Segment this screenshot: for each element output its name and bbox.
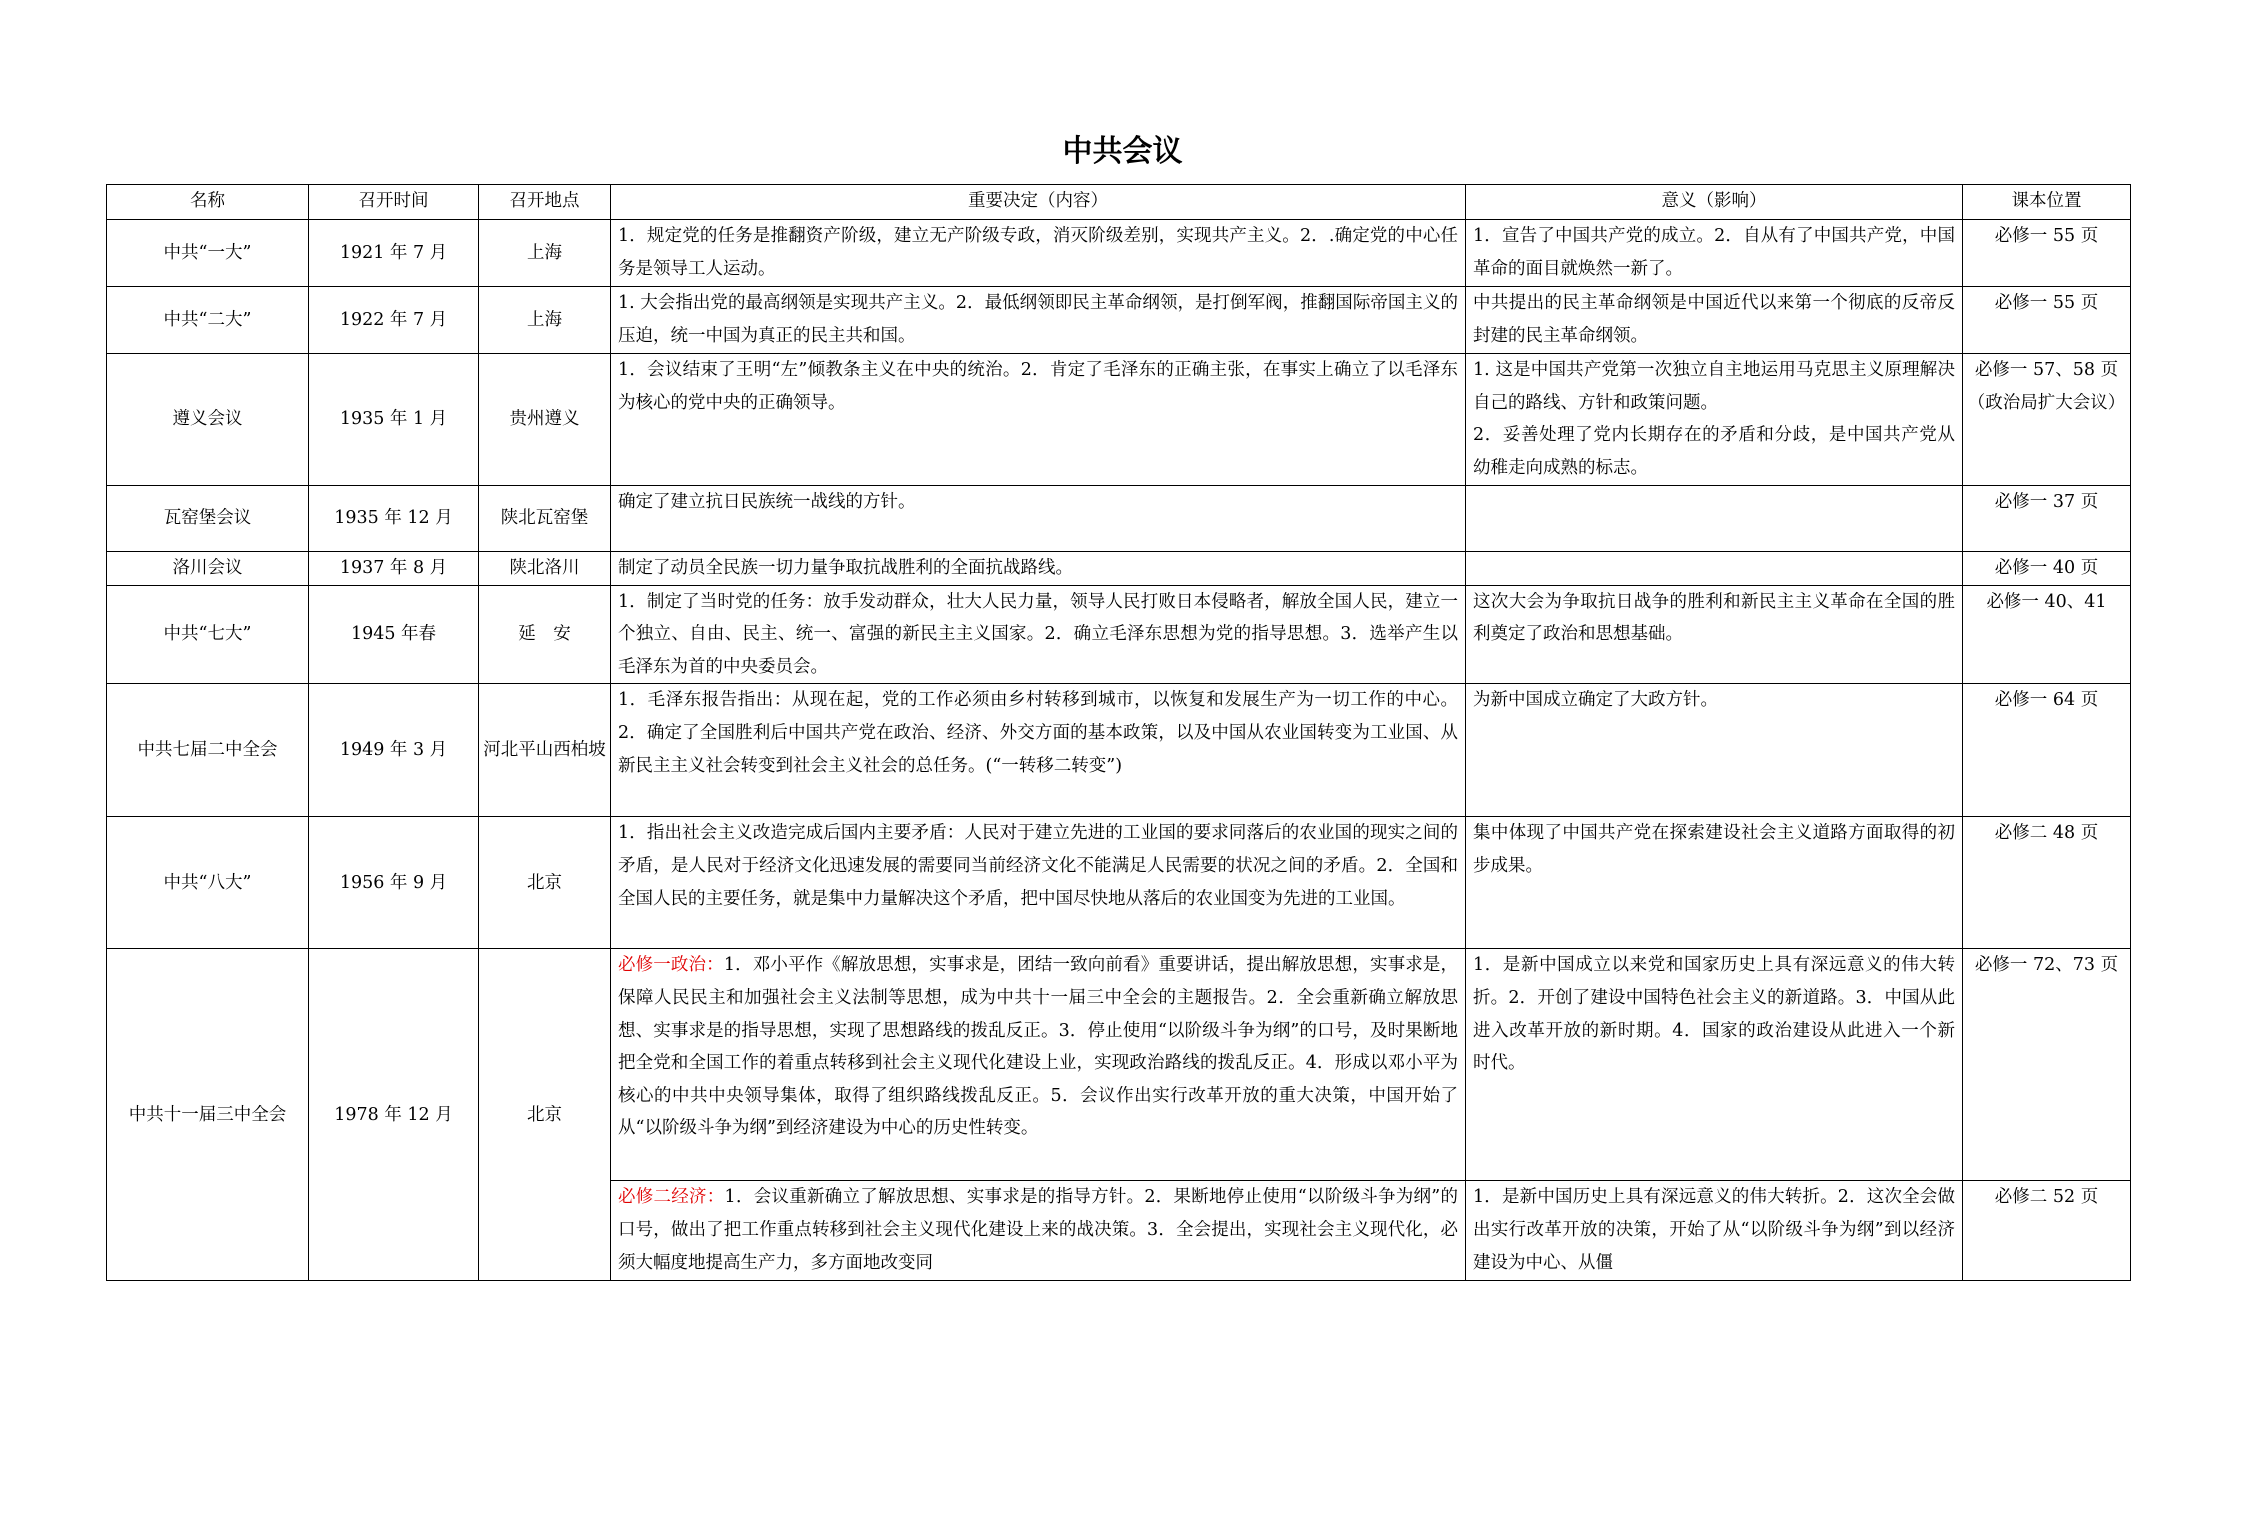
meeting-place: 贵州遵义 (479, 354, 611, 486)
table-row (107, 486, 2131, 552)
meeting-content: 1．毛泽东报告指出：从现在起，党的工作必须由乡村转移到城市，以恢复和发展生产为一切工作的中心。2．确定了全国胜利后中国共产党在政治、经济、外交方面的基本政策，以及中国从农业国转变为工业国、从新民主主义社会转变到社会主义社会的总任务。(“一转移二转变”) (611, 684, 1466, 817)
table-row (107, 552, 2131, 586)
meeting-place: 北京 (479, 817, 611, 949)
meeting-place: 陕北洛川 (479, 552, 611, 586)
table-row (107, 585, 2131, 684)
meeting-name: 中共“八大” (107, 817, 309, 949)
textbook-position: 必修一 40 页 (1963, 552, 2131, 586)
textbook-position: 必修一 55 页 (1963, 287, 2131, 354)
meeting-name: 瓦窑堡会议 (107, 486, 309, 552)
meeting-meaning (1466, 1181, 1963, 1281)
table-row (107, 684, 2131, 817)
textbook-position: 必修一 72、73 页 (1963, 949, 2131, 1181)
meeting-name: 中共“一大” (107, 220, 309, 287)
meeting-name: 遵义会议 (107, 354, 309, 486)
textbook-position: 必修一 64 页 (1963, 684, 2131, 817)
page-title: 中共会议 (1062, 134, 1183, 169)
meeting-name: 中共十一届三中全会 (107, 949, 309, 1281)
meaning-point-2: 2．妥善处理了党内长期存在的矛盾和分歧，是中国共产党从幼稚走向成熟的标志。 (1473, 425, 1955, 478)
header-name: 名称 (107, 185, 309, 220)
meeting-content (611, 1181, 1466, 1281)
meeting-content: 1．制定了当时党的任务：放手发动群众，壮大人民力量，领导人民打败日本侵略者，解放全国人民，建立一个独立、自由、民主、统一、富强的新民主主义国家。2．确立毛泽东思想为党的指导思想。3．选举产生以毛泽东为首的中央委员会。 (611, 585, 1466, 684)
textbook-position: 必修一 40、41 (1963, 585, 2131, 684)
meeting-content: 制定了动员全民族一切力量争取抗战胜利的全面抗战路线。 (611, 552, 1466, 586)
meeting-meaning (1466, 486, 1963, 552)
header-time: 召开时间 (309, 185, 479, 220)
meeting-place: 河北平山西柏坡 (479, 684, 611, 817)
header-position: 课本位置 (1963, 185, 2131, 220)
meeting-time: 1935 年 12 月 (309, 486, 479, 552)
meeting-place: 上海 (479, 220, 611, 287)
meeting-time: 1978 年 12 月 (309, 949, 479, 1281)
meeting-name: 中共七届二中全会 (107, 684, 309, 817)
meeting-meaning (1466, 552, 1963, 586)
meeting-place: 陕北瓦窑堡 (479, 486, 611, 552)
meeting-time: 1921 年 7 月 (309, 220, 479, 287)
meeting-meaning: 这次大会为争取抗日战争的胜利和新民主主义革命在全国的胜利奠定了政治和思想基础。 (1466, 585, 1963, 684)
meeting-time: 1922 年 7 月 (309, 287, 479, 354)
meeting-time: 1937 年 8 月 (309, 552, 479, 586)
meeting-content: 1．规定党的任务是推翻资产阶级，建立无产阶级专政，消灭阶级差别，实现共产主义。2．.确定党的中心任务是领导工人运动。 (611, 220, 1466, 287)
meetings-table (106, 184, 2131, 1281)
meeting-content: 1．会议结束了王明“左”倾教条主义在中央的统治。2．肯定了毛泽东的正确主张，在事实上确立了以毛泽东为核心的党中央的正确领导。 (611, 354, 1466, 486)
economy-content: 1．会议重新确立了解放思想、实事求是的指导方针。2．果断地停止使用“以阶级斗争为纲”的口号，做出了把工作重点转移到社会主义现代化建设上来的战决策。3．全会提出，实现社会主义现代化，必须大幅度地提高生产力，多方面地改变同 (618, 1187, 1458, 1273)
meeting-place: 延 安 (479, 585, 611, 684)
meeting-place: 北京 (479, 949, 611, 1281)
textbook-position: 必修一 57、58 页（政治局扩大会议） (1963, 354, 2131, 486)
textbook-position: 必修二 48 页 (1963, 817, 2131, 949)
meeting-content: 确定了建立抗日民族统一战线的方针。 (611, 486, 1466, 552)
meeting-meaning: 1．宣告了中国共产党的成立。2．自从有了中国共产党，中国革命的面目就焕然一新了。 (1466, 220, 1963, 287)
meeting-time: 1935 年 1 月 (309, 354, 479, 486)
meeting-name: 中共“七大” (107, 585, 309, 684)
header-content: 重要决定（内容） (611, 185, 1466, 220)
meeting-time: 1956 年 9 月 (309, 817, 479, 949)
table-row (107, 220, 2131, 287)
header-row (107, 185, 2131, 220)
meeting-meaning (1466, 354, 1963, 486)
economy-label: 必修二经济： (618, 1187, 725, 1208)
textbook-position: 必修一 55 页 (1963, 220, 2131, 287)
politics-label: 必修一政治： (618, 955, 724, 976)
meaning-point-1: 1. 这是中国共产党第一次独立自主地运用马克思主义原理解决自己的路线、方针和政策问题。 (1473, 360, 1955, 413)
meeting-content: 1. 大会指出党的最高纲领是实现共产主义。2．最低纲领即民主革命纲领，是打倒军阀，推翻国际帝国主义的压迫，统一中国为真正的民主共和国。 (611, 287, 1466, 354)
economy-meaning: 1．是新中国历史上具有深远意义的伟大转折。2．这次全会做出实行改革开放的决策，开始了从“以阶级斗争为纲”到以经济建设为中心、从僵 (1473, 1187, 1955, 1273)
meeting-meaning: 集中体现了中国共产党在探索建设社会主义道路方面取得的初步成果。 (1466, 817, 1963, 949)
meeting-content: 1．指出社会主义改造完成后国内主要矛盾：人民对于建立先进的工业国的要求同落后的农业国的现实之间的矛盾，是人民对于经济文化迅速发展的需要同当前经济文化不能满足人民需要的状况之间的矛盾。2．全国和全国人民的主要任务，就是集中力量解决这个矛盾，把中国尽快地从落后的农业国变为先进的工业国。 (611, 817, 1466, 949)
meeting-meaning: 1．是新中国成立以来党和国家历史上具有深远意义的伟大转折。2．开创了建设中国特色社会主义的新道路。3．中国从此进入改革开放的新时期。4．国家的政治建设从此进入一个新时代。 (1466, 949, 1963, 1181)
meeting-name: 中共“二大” (107, 287, 309, 354)
meeting-meaning: 为新中国成立确定了大政方针。 (1466, 684, 1963, 817)
table-row (107, 287, 2131, 354)
meeting-place: 上海 (479, 287, 611, 354)
header-place: 召开地点 (479, 185, 611, 220)
meeting-meaning: 中共提出的民主革命纲领是中国近代以来第一个彻底的反帝反封建的民主革命纲领。 (1466, 287, 1963, 354)
textbook-position: 必修一 37 页 (1963, 486, 2131, 552)
table-row (107, 949, 2131, 1181)
meeting-time: 1945 年春 (309, 585, 479, 684)
table-row (107, 354, 2131, 486)
textbook-position: 必修二 52 页 (1963, 1181, 2131, 1281)
table-row (107, 817, 2131, 949)
meeting-name: 洛川会议 (107, 552, 309, 586)
meeting-time: 1949 年 3 月 (309, 684, 479, 817)
header-meaning: 意义（影响） (1466, 185, 1963, 220)
meeting-content (611, 949, 1466, 1181)
politics-content: 1．邓小平作《解放思想，实事求是，团结一致向前看》重要讲话，提出解放思想，实事求是，保障人民民主和加强社会主义法制等思想，成为中共十一届三中全会的主题报告。2．全会重新确立解放思想、实事求是的指导思想，实现了思想路线的拨乱反正。3．停止使用“以阶级斗争为纲”的口号，及时果断地把全党和全国工作的着重点转移到社会主义现代化建设上业，实现政治路线的拨乱反正。4．形成以邓小平为核心的中共中央领导集体，取得了组织路线拨乱反正。5．会议作出实行改革开放的重大决策，中国开始了从“以阶级斗争为纲”到经济建设为中心的历史性转变。 (618, 955, 1458, 1139)
